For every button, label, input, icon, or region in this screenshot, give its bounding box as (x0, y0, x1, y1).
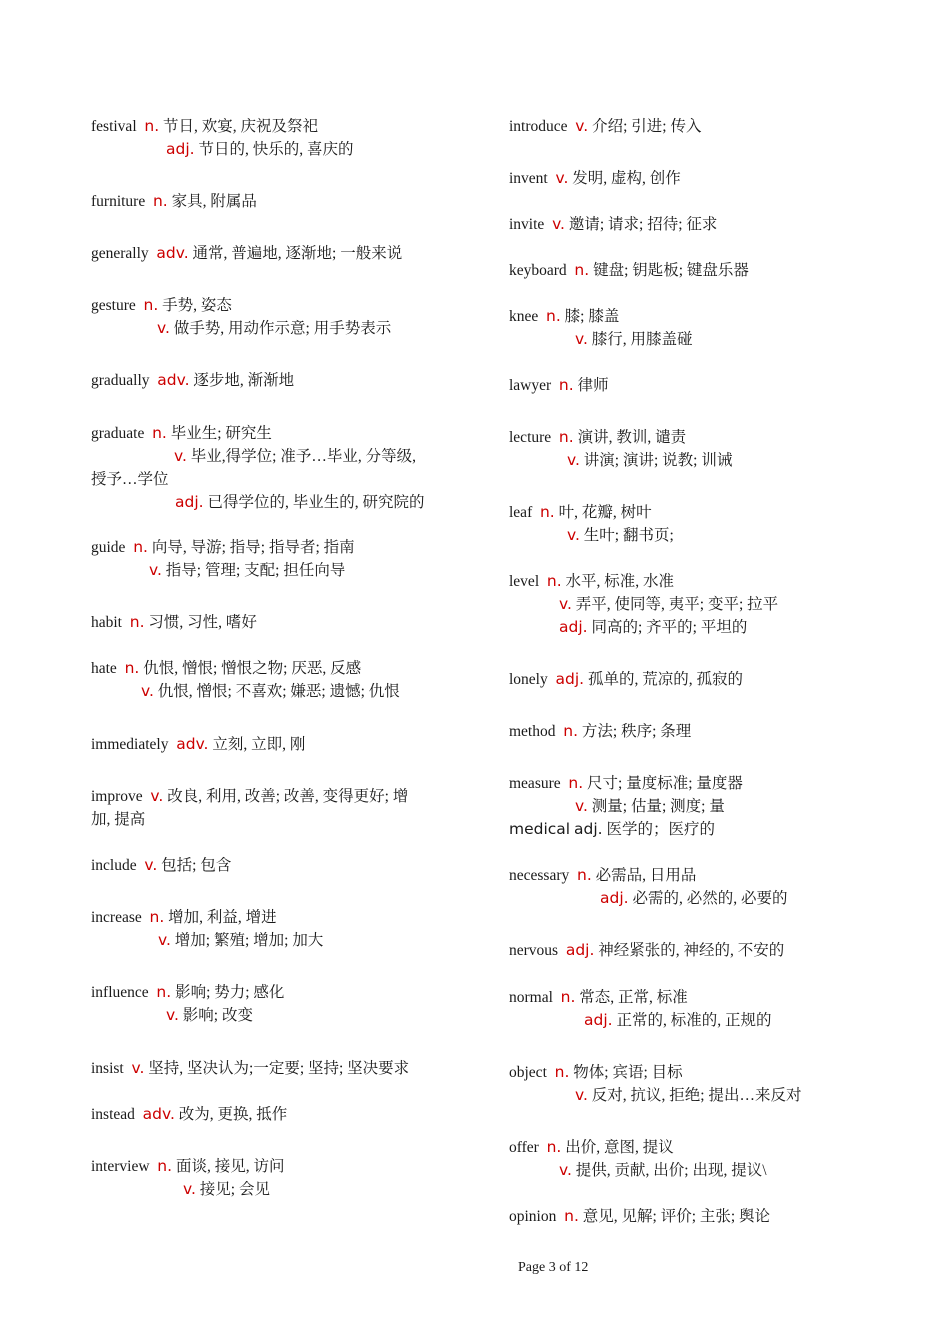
headword: hate (91, 660, 117, 677)
definition: 邀请; 请求; 招待; 征求 (568, 216, 718, 233)
page-footer: Page 3 of 12 (518, 1260, 589, 1275)
part-of-speech: n. (568, 774, 584, 792)
definition: 演讲, 教训, 谴责 (577, 429, 687, 446)
entry-headline (509, 501, 909, 524)
definition: 立刻, 立即, 刚 (212, 736, 306, 753)
part-of-speech: adj. (565, 941, 595, 959)
definition: 正常的, 标准的, 正规的 (616, 1012, 772, 1029)
definition: 常态, 正常, 标准 (579, 989, 688, 1006)
part-of-speech: v. (141, 682, 154, 700)
entry-sense-line (509, 1159, 909, 1182)
vocab-entry-lecture (509, 426, 909, 472)
entry-sense-line (91, 1178, 461, 1201)
part-of-speech: n. (133, 538, 148, 556)
part-of-speech: adv. (156, 244, 189, 262)
definition: 介绍; 引进; 传入 (592, 118, 702, 135)
part-of-speech: n. (157, 1157, 173, 1175)
definition-continuation: 加, 提高 (91, 811, 146, 828)
part-of-speech: n. (156, 983, 172, 1001)
vocab-entry-influence (91, 981, 461, 1027)
entry-sense-line (509, 887, 909, 910)
definition: 孤单的, 荒凉的, 孤寂的 (587, 671, 743, 688)
part-of-speech: adv. (142, 1105, 175, 1123)
definition: 医学的；医疗的 (606, 821, 715, 838)
definition: 神经紧张的, 神经的, 不安的 (598, 942, 785, 959)
definition-continuation: 授予…学位 (91, 471, 169, 488)
part-of-speech: n. (564, 1207, 579, 1225)
part-of-speech: adj. (555, 670, 585, 688)
definition: 影响; 改变 (182, 1007, 253, 1024)
definition: 尺寸; 量度标准; 量度器 (587, 775, 743, 792)
part-of-speech: v. (575, 330, 588, 348)
definition: 水平, 标准, 水准 (565, 573, 675, 590)
entry-headline (91, 422, 461, 445)
headword: generally (91, 245, 149, 262)
vocab-entry-generally (91, 242, 461, 265)
definition: 律师 (577, 377, 609, 394)
headword: lonely (509, 671, 548, 688)
definition: 影响; 势力; 感化 (175, 984, 285, 1001)
part-of-speech: v. (174, 447, 187, 465)
vocab-entry-nervous (509, 939, 909, 962)
definition: 讲演; 演讲; 说教; 训诫 (583, 452, 733, 469)
entry-headline (91, 536, 461, 559)
definition: 必需的, 必然的, 必要的 (632, 890, 788, 907)
entry-headline (91, 657, 461, 680)
definition: 方法; 秩序; 条理 (581, 723, 692, 740)
definition: 家具, 附属品 (171, 193, 257, 210)
part-of-speech: adj. (573, 820, 603, 838)
entry-headline (509, 720, 909, 743)
headword: habit (91, 614, 122, 631)
part-of-speech: v. (567, 526, 580, 544)
definition: 发明, 虚构, 创作 (572, 170, 681, 187)
part-of-speech: n. (574, 261, 590, 279)
headword: increase (91, 909, 142, 926)
definition: 毕业,得学位; 准予…毕业, 分等级, (190, 448, 416, 465)
vocab-entry-necessary (509, 864, 909, 910)
headword: lawyer (509, 377, 552, 394)
definition: 膝; 膝盖 (564, 308, 620, 325)
entry-headline (509, 1136, 909, 1159)
vocab-entry-normal (509, 986, 909, 1032)
definition: 增加; 繁殖; 增加; 加大 (174, 932, 324, 949)
entry-headline (509, 772, 909, 795)
part-of-speech: adv. (157, 371, 190, 389)
definition: 包括; 包含 (161, 857, 232, 874)
definition: 面谈, 接见, 访问 (175, 1158, 285, 1175)
headword: normal (509, 989, 553, 1006)
entry-headline (91, 1057, 461, 1080)
vocab-entry-furniture (91, 190, 461, 213)
headword: introduce (509, 118, 568, 135)
vocab-entry-keyboard (509, 259, 909, 282)
part-of-speech: n. (558, 376, 574, 394)
part-of-speech: v. (149, 561, 162, 579)
definition: 出价, 意图, 提议 (565, 1139, 674, 1156)
vocab-entry-habit (91, 611, 461, 634)
headword: keyboard (509, 262, 567, 279)
part-of-speech: v. (552, 215, 565, 233)
part-of-speech: n. (563, 722, 579, 740)
part-of-speech: v. (559, 1161, 572, 1179)
part-of-speech: adj. (175, 493, 204, 511)
headword: opinion (509, 1208, 557, 1225)
part-of-speech: v. (575, 1086, 588, 1104)
vocab-entry-leaf (509, 501, 909, 547)
part-of-speech: adj. (584, 1011, 613, 1029)
part-of-speech: n. (149, 908, 165, 926)
headword: invite (509, 216, 545, 233)
definition: 仇恨, 憎恨; 不喜欢; 嫌恶; 遗憾; 仇恨 (157, 683, 400, 700)
entry-headline (509, 570, 909, 593)
entry-sense-line (91, 317, 461, 340)
vocab-entry-opinion (509, 1205, 909, 1228)
headword: level (509, 573, 540, 590)
definition: 节日, 欢宴, 庆祝及祭祀 (163, 118, 319, 135)
headword: invent (509, 170, 548, 187)
vocab-entry-insist (91, 1057, 461, 1080)
part-of-speech: n. (546, 307, 561, 325)
part-of-speech: v. (575, 117, 589, 135)
definition: 做手势, 用动作示意; 用手势表示 (173, 320, 392, 337)
part-of-speech: v. (157, 319, 170, 337)
headword: graduate (91, 425, 145, 442)
vocab-entry-method (509, 720, 909, 743)
entry-headline (91, 115, 461, 138)
part-of-speech: v. (150, 787, 164, 805)
definition: 节日的, 快乐的, 喜庆的 (198, 141, 354, 158)
part-of-speech: n. (546, 1138, 562, 1156)
definition: 习惯, 习性, 嗜好 (148, 614, 257, 631)
headword: festival (91, 118, 137, 135)
entry-headline (91, 611, 461, 634)
definition: 叶, 花瓣, 树叶 (558, 504, 652, 521)
vocab-entry-lonely (509, 668, 909, 691)
definition: 测量; 估量; 测度; 量 (591, 798, 725, 815)
definition: 生叶; 翻书页; (583, 527, 674, 544)
entry-headline (91, 981, 461, 1004)
entry-sense-line (509, 616, 909, 639)
part-of-speech: v. (131, 1059, 145, 1077)
entry-headline (509, 305, 909, 328)
definition: 提供, 贡献, 出价; 出现, 提议\ (575, 1162, 767, 1179)
entry-headline (91, 854, 461, 877)
definition: 仇恨, 憎恨; 憎恨之物; 厌恶, 反感 (143, 660, 362, 677)
vocab-entry-gradually (91, 369, 461, 392)
entry-headline (91, 369, 461, 392)
vocab-entry-graduate (91, 422, 461, 514)
entry-sense-line (509, 593, 909, 616)
definition: 通常, 普遍地, 逐渐地; 一般来说 (192, 245, 403, 262)
entry-headline (509, 1061, 909, 1084)
entry-headline (91, 242, 461, 265)
definition: 同高的; 齐平的; 平坦的 (591, 619, 748, 636)
part-of-speech: n. (560, 988, 576, 1006)
part-of-speech: adv. (176, 735, 209, 753)
headword: improve (91, 788, 143, 805)
vocab-entry-instead (91, 1103, 461, 1126)
definition: 指导; 管理; 支配; 担任向导 (165, 562, 346, 579)
part-of-speech: n. (144, 117, 160, 135)
vocab-entry-object (509, 1061, 909, 1107)
entry-headline (509, 259, 909, 282)
headword: gesture (91, 297, 136, 314)
definition: 坚持, 坚决认为;一定要; 坚持; 坚决要求 (148, 1060, 410, 1077)
vocab-entry-lawyer (509, 374, 909, 397)
entry-sense-line (91, 491, 461, 514)
vocab-entry-offer (509, 1136, 909, 1182)
entry-headline (509, 668, 909, 691)
entry-sense-line (509, 449, 909, 472)
vocab-entry-invite (509, 213, 909, 236)
entry-sense-line (509, 524, 909, 547)
part-of-speech: n. (546, 572, 562, 590)
entry-headline (509, 1205, 909, 1228)
definition: 必需品, 日用品 (595, 867, 697, 884)
headword: insist (91, 1060, 124, 1077)
part-of-speech: adj. (559, 618, 588, 636)
entry-headline (509, 939, 909, 962)
headword: interview (91, 1158, 150, 1175)
entry-sense-line (509, 795, 909, 818)
definition: 手势, 姿态 (162, 297, 232, 314)
definition: 逐步地, 渐渐地 (193, 372, 295, 389)
headword: leaf (509, 504, 533, 521)
part-of-speech: v. (555, 169, 569, 187)
part-of-speech: v. (144, 856, 158, 874)
part-of-speech: adj. (166, 140, 195, 158)
definition: 向导, 导游; 指导; 指导者; 指南 (151, 539, 355, 556)
definition: 改良, 利用, 改善; 改善, 变得更好; 增 (167, 788, 409, 805)
entry-headline (509, 986, 909, 1009)
part-of-speech: n. (577, 866, 592, 884)
definition: 意见, 见解; 评价; 主张; 舆论 (582, 1208, 771, 1225)
vocab-entry-include (91, 854, 461, 877)
headword: influence (91, 984, 149, 1001)
entry-sense-line (509, 1084, 909, 1107)
headword: immediately (91, 736, 169, 753)
part-of-speech: v. (183, 1180, 196, 1198)
headword: nervous (509, 942, 559, 959)
entry-headline (91, 1103, 461, 1126)
entry-sense-line (91, 680, 461, 703)
vocab-entry-introduce (509, 115, 909, 138)
definition: 增加, 利益, 增进 (168, 909, 277, 926)
vocab-entry-interview (91, 1155, 461, 1201)
entry-headline (509, 213, 909, 236)
vocab-entry-guide (91, 536, 461, 582)
vocab-entry-level (509, 570, 909, 639)
entry-headline (509, 167, 909, 190)
part-of-speech: v. (166, 1006, 179, 1024)
entry-headline (91, 785, 461, 808)
entry-sense-line (91, 1004, 461, 1027)
headword: furniture (91, 193, 146, 210)
definition: 改为, 更换, 抵作 (178, 1106, 288, 1123)
vocab-entry-improve (91, 785, 461, 831)
headword: necessary (509, 867, 570, 884)
entry-headline (91, 294, 461, 317)
part-of-speech: n. (554, 1063, 570, 1081)
vocab-entry-hate (91, 657, 461, 703)
entry-headline (509, 115, 909, 138)
headword: offer (509, 1139, 539, 1156)
headword: method (509, 723, 556, 740)
entry-sense-line (91, 138, 461, 161)
vocab-entry-immediately (91, 733, 461, 756)
headword: instead (91, 1106, 135, 1123)
headword: lecture (509, 429, 552, 446)
entry-headline (91, 1155, 461, 1178)
headword: include (91, 857, 137, 874)
entry-headline (509, 426, 909, 449)
part-of-speech: n. (143, 296, 159, 314)
vocab-entry-knee (509, 305, 909, 351)
part-of-speech: v. (575, 797, 588, 815)
vocab-entry-invent (509, 167, 909, 190)
entry-headline (509, 864, 909, 887)
part-of-speech: n. (124, 659, 140, 677)
headword: knee (509, 308, 539, 325)
part-of-speech: n. (152, 192, 168, 210)
entry-sense-line (91, 559, 461, 582)
entry-sense-line (91, 445, 461, 468)
definition: 弄平, 使同等, 夷平; 变平; 拉平 (575, 596, 779, 613)
part-of-speech: n. (152, 424, 167, 442)
part-of-speech: v. (567, 451, 580, 469)
entry-headline (509, 374, 909, 397)
entry-sense-line (91, 929, 461, 952)
headword: guide (91, 539, 126, 556)
vocab-entry-medical (509, 818, 909, 841)
vocab-entry-measure (509, 772, 909, 818)
definition: 键盘; 钥匙板; 键盘乐器 (593, 262, 749, 279)
vocab-entry-gesture (91, 294, 461, 340)
definition: 已得学位的, 毕业生的, 研究院的 (207, 494, 425, 511)
part-of-speech: v. (559, 595, 572, 613)
headword: measure (509, 775, 561, 792)
part-of-speech: n. (129, 613, 145, 631)
entry-sense-line (509, 1009, 909, 1032)
definition: 毕业生; 研究生 (170, 425, 272, 442)
entry-headline (91, 733, 461, 756)
headword: gradually (91, 372, 150, 389)
part-of-speech: v. (158, 931, 171, 949)
part-of-speech: n. (558, 428, 574, 446)
definition: 物体; 宾语; 目标 (573, 1064, 683, 1081)
entry-headline (91, 190, 461, 213)
entry-headline (509, 818, 909, 841)
headword: object (509, 1064, 547, 1081)
part-of-speech: n. (539, 503, 555, 521)
vocab-entry-festival (91, 115, 461, 161)
entry-headline (91, 906, 461, 929)
definition: 反对, 抗议, 拒绝; 提出…来反对 (591, 1087, 802, 1104)
definition: 接见; 会见 (199, 1181, 270, 1198)
vocab-entry-increase (91, 906, 461, 952)
entry-sense-line (509, 328, 909, 351)
headword: medical (509, 820, 571, 838)
part-of-speech: adj. (600, 889, 629, 907)
definition: 膝行, 用膝盖碰 (591, 331, 693, 348)
